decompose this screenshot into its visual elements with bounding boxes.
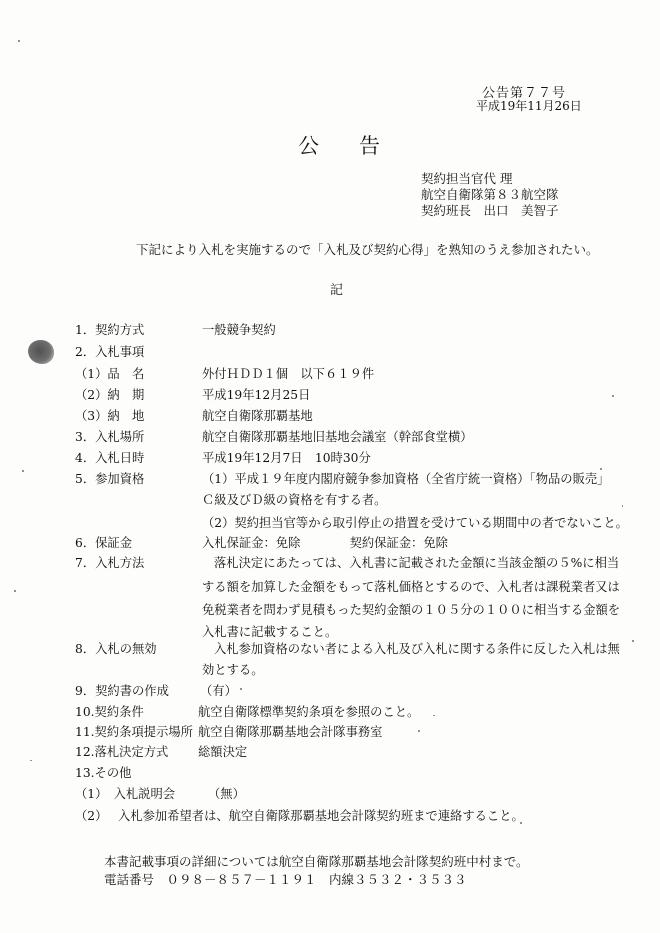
item-label: 6．保証金 (75, 536, 133, 550)
scan-speck (240, 688, 242, 690)
item-text-line: 入札参加資格のない者による入札及び入札に関する条件に反した入札は無 (214, 642, 620, 656)
scan-speck (30, 760, 32, 761)
issuer-name: 契約班長 出口 美智子 (421, 203, 559, 218)
item-label: 8．入札の無効 (75, 642, 157, 656)
item-label: 3．入札場所 (75, 430, 145, 444)
scan-speck (418, 730, 420, 732)
item-label: 7．入札方法 (75, 556, 145, 570)
item-label: 1．契約方式 (75, 323, 145, 337)
item-value: 外付ＨＤＤ１個 以下６１９件 (202, 367, 375, 381)
item-value: 航空自衛隊那覇基地会計隊事務室 (198, 725, 383, 739)
item-text-line: 免税業者を問わず見積もった契約金額の１０５分の１００に相当する金額を (202, 603, 621, 617)
item-label: 5．参加資格 (75, 472, 145, 486)
issuer-title: 契約担当官代 理 (421, 171, 513, 186)
item-label: 2．入札事項 (75, 345, 145, 359)
item-value: 平成19年12月25日 (202, 388, 311, 402)
item-label: （2）納 期 (75, 388, 145, 402)
item-text-line: Ｃ級及びＤ級の資格を有する者。 (202, 493, 387, 507)
item-text-line: 入札書に記載すること。 (202, 625, 338, 639)
footer-phone: 電話番号 ０９８－８５７－１１９１ 内線３５３２・３５３３ (104, 872, 467, 887)
item-label: 11.契約条項提示場所 (75, 725, 193, 739)
item-value: （有） (200, 684, 237, 698)
item-text-line: （2）契約担当官等から取引停止の措置を受けている期間中の者でないこと。 (202, 516, 628, 530)
issuer-unit: 航空自衛隊第８３航空隊 (421, 187, 559, 202)
item-text-line: （1）平成１９年度内閣府競争参加資格（全省庁統一資格）「物品の販売」 (202, 472, 610, 486)
item-value: 入札保証金：免除 契約保証金：免除 (202, 536, 448, 550)
item-value: 一般競争契約 (202, 323, 276, 337)
ink-blot (28, 340, 54, 364)
item-label: （1）品 名 (75, 367, 145, 381)
scan-speck (22, 470, 24, 472)
item-value: 入札参加希望者は、航空自衛隊那覇基地会計隊契約班まで連絡すること。 (118, 809, 524, 823)
scan-speck (18, 40, 20, 42)
item-value: 航空自衛隊標準契約条項を参照のこと。 (198, 705, 420, 719)
intro-text: 下記により入札を実施するので「入札及び契約心得」を熟知のうえ参加されたい。 (136, 242, 599, 257)
scan-speck (14, 590, 16, 592)
ki-heading: 記 (330, 283, 344, 298)
item-text-line: 効とする。 (202, 663, 264, 677)
item-label: 10.契約条件 (75, 705, 144, 719)
item-value: 航空自衛隊那覇基地 (202, 409, 313, 423)
item-label: （1） 入札説明会 (75, 787, 176, 801)
notice-number: 公告第７７号 (482, 86, 567, 101)
item-value: 平成19年12月7日 10時30分 (202, 451, 371, 465)
item-text-line: する額を加算した金額をもって落札価格とするので、入札者は課税業者又は (202, 580, 620, 594)
item-label: （3）納 地 (75, 409, 145, 423)
scan-speck (612, 395, 614, 397)
item-label: 13.その他 (75, 766, 132, 780)
item-label: 9．契約書の作成 (75, 684, 169, 698)
item-label: 4．入札日時 (75, 451, 145, 465)
scan-speck (632, 640, 634, 642)
item-label: （2） (75, 809, 108, 823)
item-value: 総額決定 (198, 745, 248, 759)
page-title: 公告 (298, 134, 420, 158)
notice-date: 平成19年11月26日 (476, 99, 582, 113)
item-text-line: 落札決定にあたっては、入札書に記載された金額に当該金額の５%に相当 (214, 556, 620, 570)
item-value: （無） (208, 787, 245, 801)
item-value: 航空自衛隊那覇基地旧基地会議室（幹部食堂横） (202, 430, 473, 444)
scan-speck (622, 505, 623, 507)
footer-contact-note: 本書記載事項の詳細については航空自衛隊那覇基地会計隊契約班中村まで。 (104, 854, 529, 869)
item-label: 12.落札決定方式 (75, 745, 169, 759)
scan-speck (433, 715, 435, 716)
